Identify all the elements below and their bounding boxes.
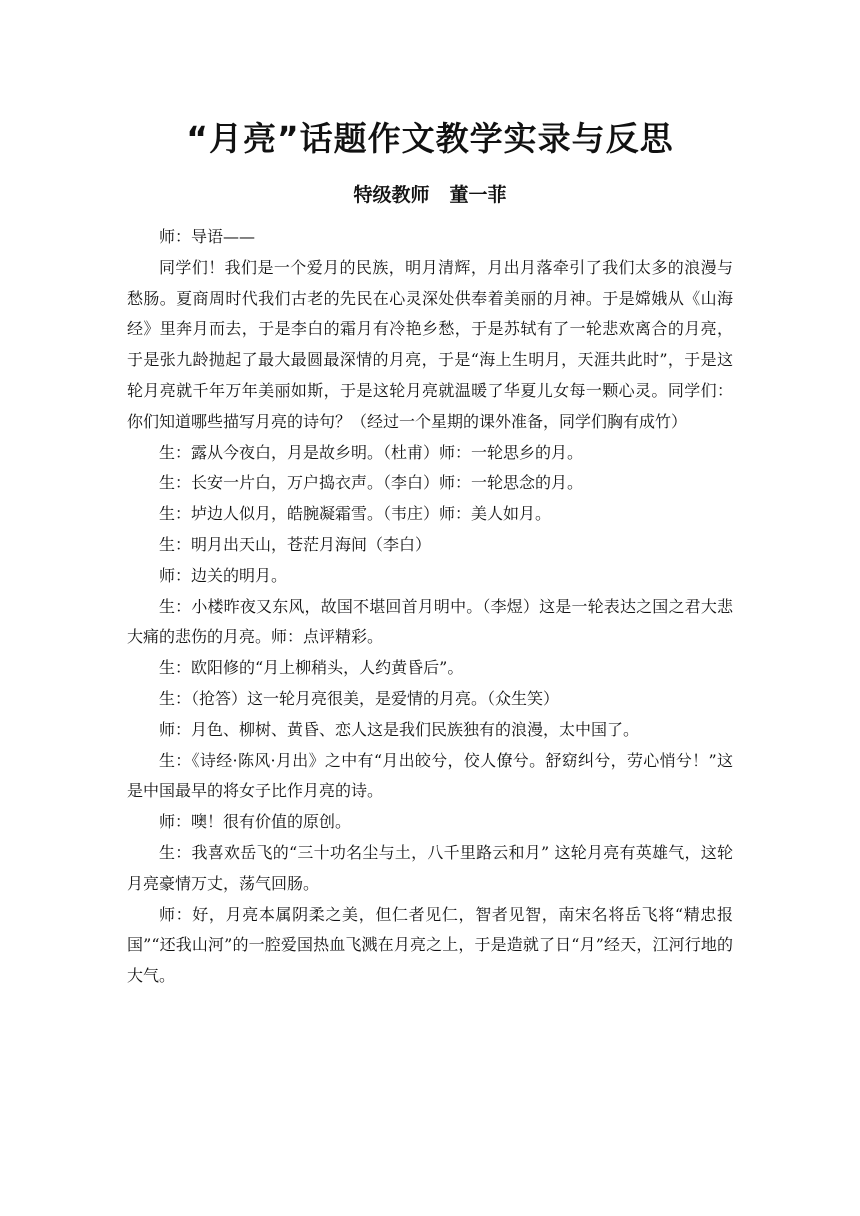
paragraph: 师：噢！很有价值的原创。 [159, 812, 352, 832]
document-body [127, 222, 733, 992]
paragraph: 生：长安一片白，万户捣衣声。（李白）师：一轮思念的月。 [159, 473, 584, 493]
paragraph: 师：导语—— [159, 227, 256, 246]
author-line [0, 180, 860, 210]
paragraph: 生：露从今夜白，月是故乡明。（杜甫）师：一轮思乡的月。 [159, 442, 584, 462]
paragraph: 师：好，月亮本属阴柔之美，但仁者见仁，智者见智，南宋名将岳飞将“精忠报国”“还我山河”的一腔爱国热血飞溅在月亮之上，于是造就了日“月”经天，江河行地的大气。 [127, 904, 733, 986]
paragraph: 师：月色、柳树、黄昏、恋人这是我们民族独有的浪漫，太中国了。 [159, 719, 640, 739]
author-name: 董一菲 [449, 184, 507, 206]
paragraph: 生：（抢答）这一轮月亮很美，是爱情的月亮。（众生笑） [159, 688, 560, 708]
paragraph: 生：小楼昨夜又东风，故国不堪回首月明中。（李煜）这是一轮表达之国之君大悲大痛的悲伤的月亮。师：点评精彩。 [127, 596, 733, 647]
paragraph: 生：我喜欢岳飞的“三十功名尘与土，八千里路云和月” 这轮月亮有英雄气，这轮月亮豪情万丈，荡气回肠。 [127, 842, 733, 893]
paragraph: 生：欧阳修的“月上柳稍头，人约黄昏后”。 [159, 658, 464, 678]
paragraph: 生：明月出天山，苍茫月海间（李白） [159, 534, 432, 554]
paragraph: 生：《诗经·陈风·月出》之中有“月出皎兮，佼人僚兮。舒窈纠兮，劳心悄兮！”这是中国最早的将女子比作月亮的诗。 [127, 750, 733, 801]
paragraph: 师：边关的明月。 [159, 565, 288, 585]
document-title: “月亮”话题作文教学实录与反思 [186, 119, 674, 158]
paragraph: 生：垆边人似月，皓腕凝霜雪。（韦庄）师：美人如月。 [159, 504, 552, 524]
author-role: 特级教师 [353, 184, 430, 206]
paragraph: 同学们！我们是一个爱月的民族，明月清辉，月出月落牵引了我们太多的浪漫与愁肠。夏商周时代我们古老的先民在心灵深处供奉着美丽的月神。于是嫦娥从《山海经》里奔月而去，于是李白的霜月有冷艳乡愁，于是苏轼有了一轮悲欢离合的月亮，于是张九龄抛起了最大最圆最深情的月亮，于是“海上生明月，天涯共此时”，于是这轮月亮就千年万年美丽如斯，于是这轮月亮就温暖了华夏儿女每一颗心灵。同学们：你们知道哪些描写月亮的诗句？（经过一个星期的课外准备，同学们胸有成竹） [127, 257, 733, 431]
